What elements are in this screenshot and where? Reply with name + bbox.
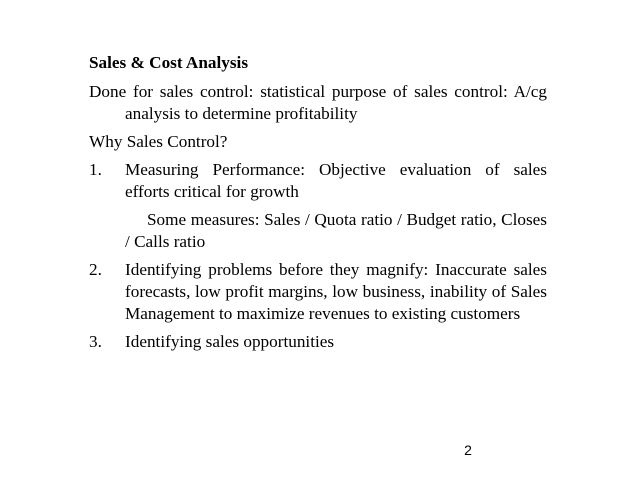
list-item-number: 1. — [89, 160, 102, 179]
list-item-number: 3. — [89, 332, 102, 351]
list-item-body — [125, 331, 547, 353]
list-item — [89, 259, 547, 325]
list-item-body — [125, 259, 547, 325]
intro-paragraph: Done for sales control: statistical purpose of sales control: A/cg analysis to determine profitability — [89, 82, 547, 123]
list-item-number: 2. — [89, 260, 102, 279]
slide-title: Sales & Cost Analysis — [89, 53, 249, 72]
list-item-text: Identifying problems before they magnify: Inaccurate sales forecasts, low profit margins, low business, inability of Sales Management to maximize revenues to existing customers — [125, 260, 547, 323]
list-item-body — [125, 159, 547, 253]
list-item-subtext: Some measures: Sales / Quota ratio / Budget ratio, Closes / Calls ratio — [125, 210, 547, 251]
list-item-text: Measuring Performance: Objective evaluation of sales efforts critical for growth — [125, 160, 547, 201]
list-item — [89, 159, 547, 253]
page-number: 2 — [464, 442, 472, 458]
list-item-text: Identifying sales opportunities — [125, 332, 335, 351]
question-heading: Why Sales Control? — [89, 132, 228, 151]
slide-content — [89, 52, 547, 359]
list-item — [89, 331, 547, 353]
